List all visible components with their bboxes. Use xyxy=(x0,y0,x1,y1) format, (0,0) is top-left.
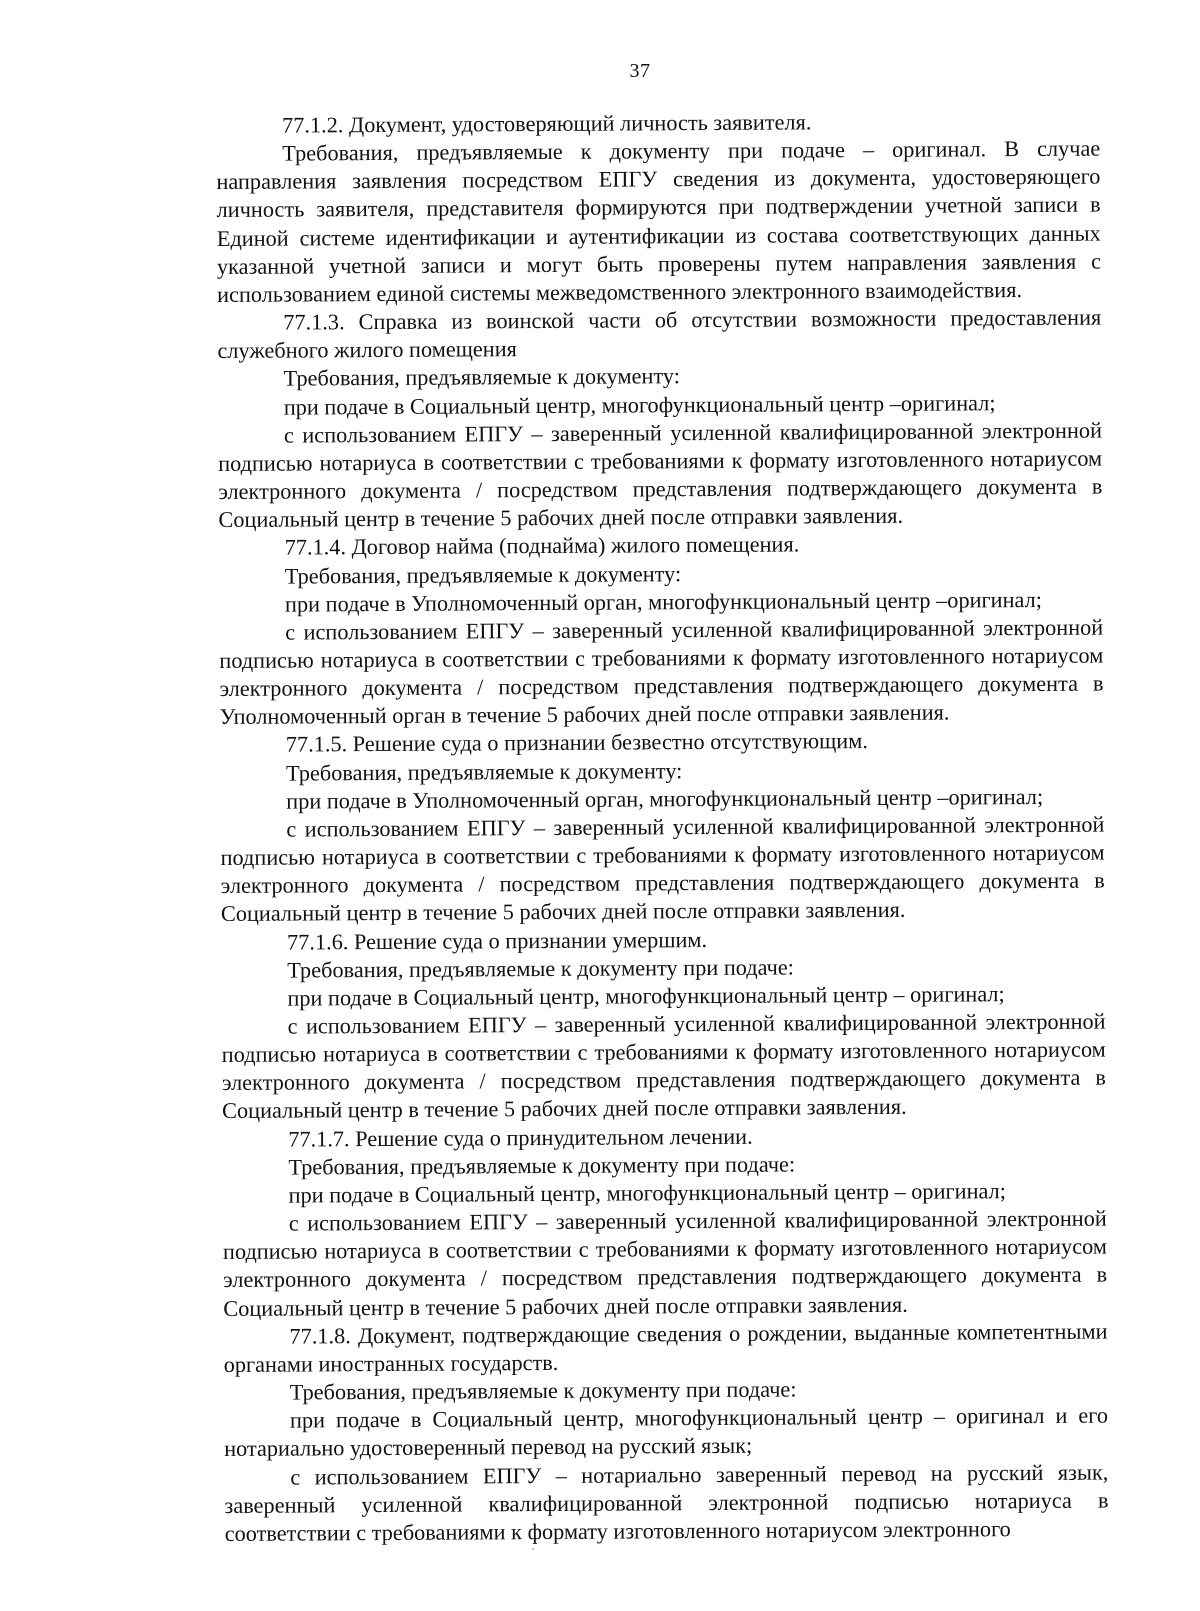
paragraph-77-1-5-requirements-title: Требования, предъявляемые к документу: xyxy=(285,757,683,786)
paragraph-77-1-6-heading: 77.1.6. Решение суда о признании умершим. xyxy=(286,926,708,955)
paragraph-77-1-3-requirements-title: Требования, предъявляемые к документу: xyxy=(283,363,681,391)
paragraph-77-1-6-requirements-title: Требования, предъявляемые к документу при подаче: xyxy=(287,954,794,983)
paragraph-77-1-6-in-person: при подаче в Социальный центр, многофункциональный центр – оригинал; xyxy=(287,981,1005,1011)
paragraph-77-1-4-epgu: с использованием ЕПГУ – заверенный усиленной квалифицированной электронной подписью нотариуса в соответствии с требованиями к формату изготовленного нотариусом электронного документа / посредством представления подтверждающего документа в Уполномоченный орган в течение 5 рабочих дней после отправки заявления. xyxy=(219,614,1104,730)
paragraph-77-1-5-in-person: при подаче в Уполномоченный орган, многофункциональный центр –оригинал; xyxy=(286,783,1044,814)
paragraph-77-1-4-in-person: при подаче в Уполномоченный орган, многофункциональный центр –оригинал; xyxy=(284,586,1042,617)
paragraph-77-1-8-heading: 77.1.8. Документ, подтверждающие сведения о рождении, выданные компетентными органами иностранных государств. xyxy=(223,1318,1108,1377)
scan-speck xyxy=(532,1548,534,1550)
paragraph-77-1-5-heading: 77.1.5. Решение суда о признании безвестно отсутствующим. xyxy=(285,728,868,758)
paragraph-77-1-4-heading: 77.1.4. Договор найма (поднайма) жилого помещения. xyxy=(284,531,800,560)
paragraph-77-1-7-requirements-title: Требования, предъявляемые к документу при подаче: xyxy=(288,1151,796,1180)
paragraph-77-1-8-in-person: при подаче в Социальный центр, многофункциональный центр – оригинал и его нотариально удостоверенный перевод на русский язык; xyxy=(224,1402,1109,1462)
paragraph-77-1-3-heading: 77.1.3. Справка из воинской части об отсутствии возможности предоставления служебного жилого помещения xyxy=(217,304,1102,364)
paragraph-77-1-6-epgu: с использованием ЕПГУ – заверенный усиленной квалифицированной электронной подписью нотариуса в соответствии с требованиями к формату изготовленного нотариусом электронного документа / посредством представления подтверждающего документа в Социальный центр в течение 5 рабочих дней после отправки заявления. xyxy=(221,1008,1106,1124)
page-number: 37 xyxy=(629,60,651,82)
paragraph-77-1-7-epgu: с использованием ЕПГУ – заверенный усиленной квалифицированной электронной подписью нотариуса в соответствии с требованиями к формату изготовленного нотариусом электронного документа / посредством представления подтверждающего документа в Социальный центр в течение 5 рабочих дней после отправки заявления. xyxy=(222,1205,1108,1321)
paragraph-77-1-2-heading: 77.1.2. Документ, удостоверяющий личность заявителя. xyxy=(282,109,812,138)
paragraph-77-1-4-requirements-title: Требования, предъявляемые к документу: xyxy=(284,560,682,589)
paragraph-77-1-7-heading: 77.1.7. Решение суда о принудительном лечении. xyxy=(288,1123,753,1152)
body-text xyxy=(216,107,1109,1548)
paragraph-77-1-5-epgu: с использованием ЕПГУ – заверенный усиленной квалифицированной электронной подписью нотариуса в соответствии с требованиями к формату изготовленного нотариусом электронного документа / посредством представления подтверждающего документа в Социальный центр в течение 5 рабочих дней после отправки заявления. xyxy=(220,811,1105,927)
paragraph-77-1-8-requirements-title: Требования, предъявляемые к документу при подаче: xyxy=(289,1376,797,1405)
paragraph-77-1-2-requirements: Требования, предъявляемые к документу при подаче – оригинал. В случае направления заявления посредством ЕПГУ сведения из документа, удостоверяющего личность заявителя, представителя формируются при подтверждении учетной записи в Единой системе идентификации и аутентификации из состава соответствующих данных указанной учетной записи и могут быть проверены путем направления заявления с использованием единой системы межведомственного электронного взаимодействия. xyxy=(216,135,1102,307)
paragraph-77-1-8-epgu: с использованием ЕПГУ – нотариально заверенный перевод на русский язык, заверенный усиленной квалифицированной электронной подписью нотариуса в соответствии с требованиями к формату изготовленного нотариусом электронного xyxy=(224,1459,1109,1546)
paragraph-77-1-3-in-person: при подаче в Социальный центр, многофункциональный центр –оригинал; xyxy=(283,389,996,420)
paragraph-77-1-3-epgu: с использованием ЕПГУ – заверенный усиленной квалифицированной электронной подписью нотариуса в соответствии с требованиями к формату изготовленного нотариусом электронного документа / посредством представления подтверждающего документа в Социальный центр в течение 5 рабочих дней после отправки заявления. xyxy=(218,417,1103,533)
paragraph-77-1-7-in-person: при подаче в Социальный центр, многофункциональный центр – оригинал; xyxy=(288,1178,1006,1208)
